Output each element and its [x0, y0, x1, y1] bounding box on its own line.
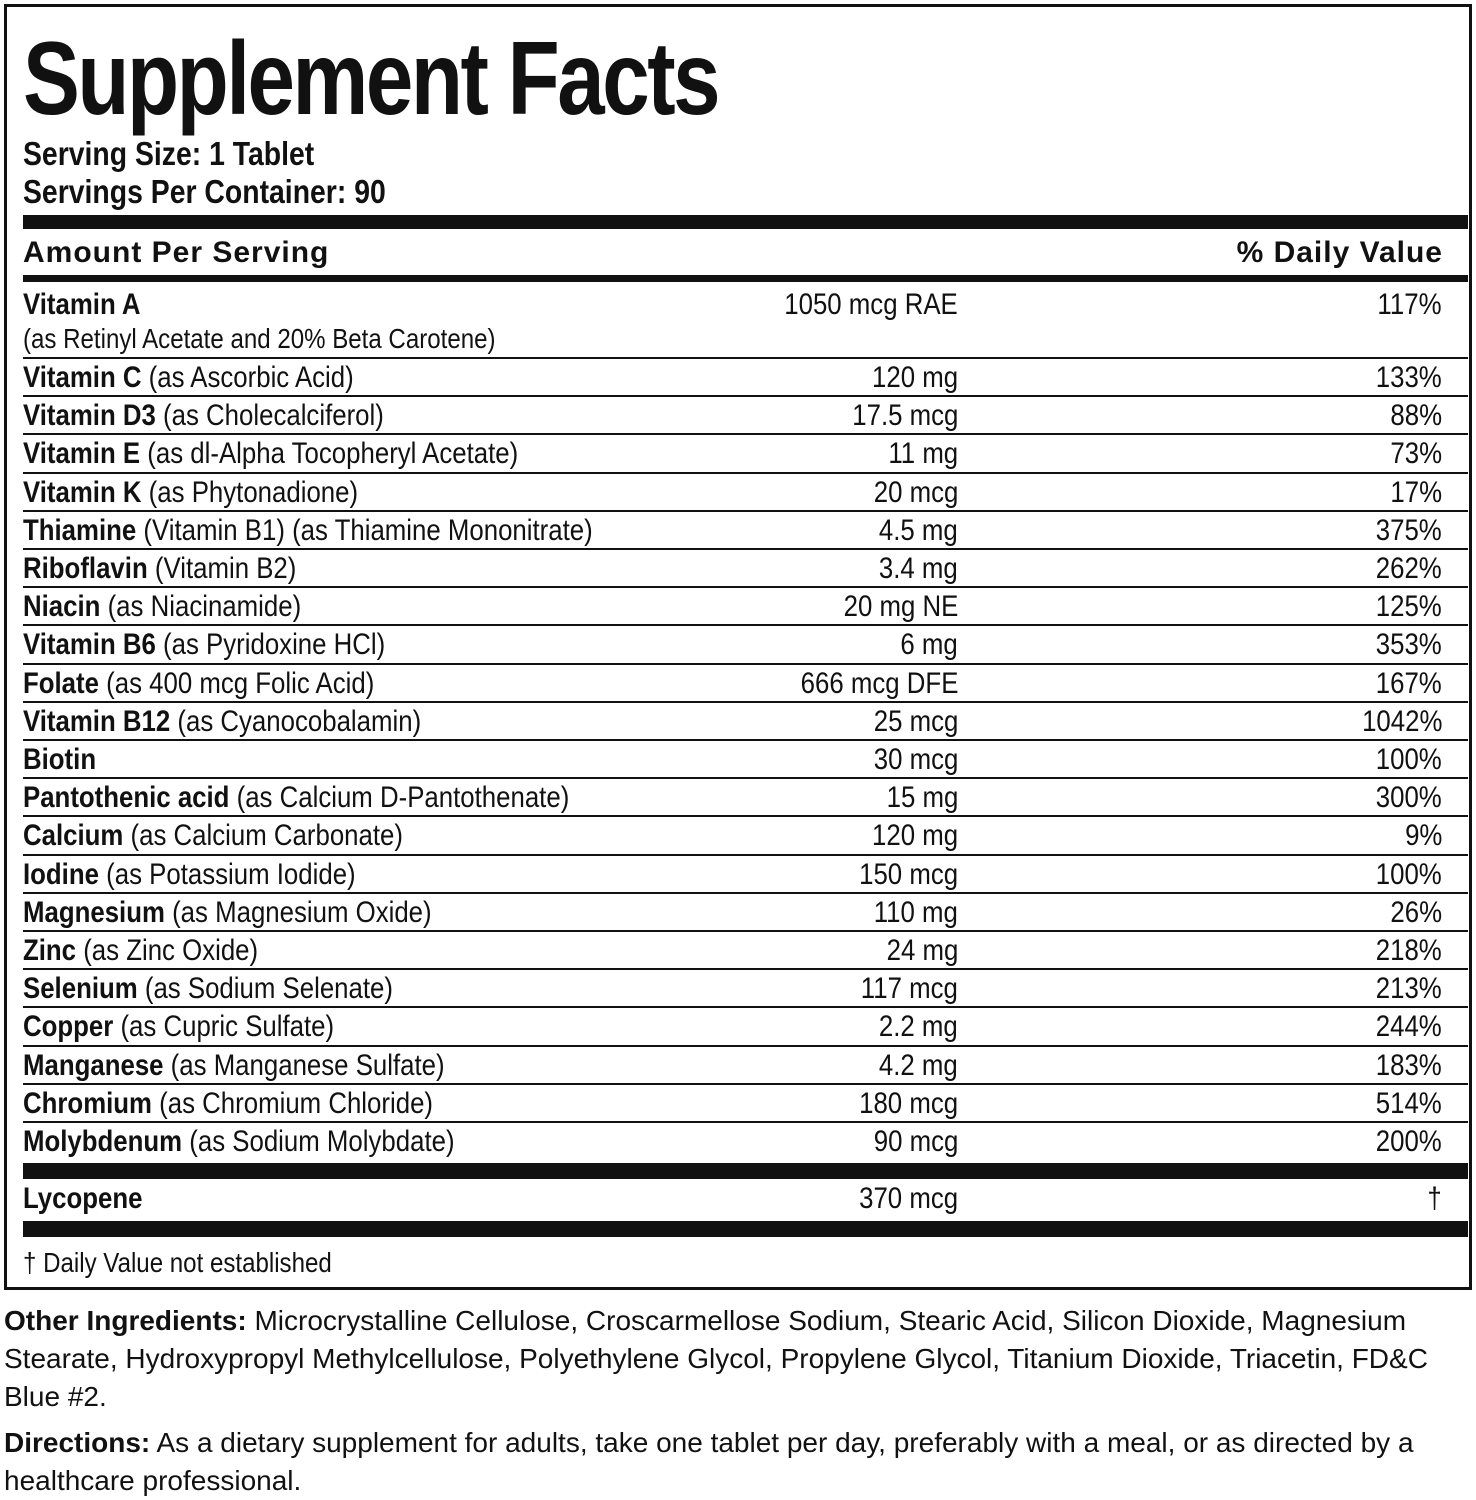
nutrient-label: Manganese	[23, 1048, 164, 1082]
nutrient-row	[23, 550, 1468, 588]
nutrient-name	[23, 1008, 334, 1046]
nutrient-row	[23, 397, 1468, 435]
nutrient-label: Molybdenum	[23, 1125, 183, 1158]
nutrient-label: Copper	[23, 1010, 114, 1044]
nutrient-source: (Vitamin B2)	[147, 552, 297, 585]
nutrient-name	[23, 779, 569, 817]
nutrient-amount: 150 mcg	[859, 857, 958, 891]
nutrient-amount: 4.2 mg	[879, 1048, 958, 1082]
nutrient-daily-value: 200%	[1376, 1125, 1442, 1158]
nutrient-amount: 370 mcg	[859, 1182, 958, 1215]
nutrient-daily-value: 117%	[1377, 288, 1442, 321]
nutrient-row-lycopene	[23, 1180, 1468, 1218]
nutrient-amount: 30 mcg	[873, 743, 958, 776]
directions-label: Directions:	[4, 1427, 151, 1458]
other-ingredients-label: Other Ingredients:	[4, 1305, 247, 1336]
nutrient-amount: 20 mcg	[873, 475, 958, 509]
nutrient-name: Vitamin A	[23, 288, 141, 321]
nutrient-source: (as Sodium Molybdate)	[182, 1125, 455, 1158]
serving-size: Serving Size: 1 Tablet	[23, 135, 315, 172]
nutrient-label: Vitamin D3	[23, 399, 156, 433]
nutrient-name	[23, 817, 403, 855]
nutrient-amount: 180 mcg	[859, 1086, 958, 1120]
nutrient-amount: 2.2 mg	[879, 1010, 958, 1044]
nutrient-name	[23, 970, 393, 1008]
nutrient-row	[23, 894, 1468, 932]
nutrient-name	[23, 741, 96, 779]
nutrient-amount: 17.5 mcg	[851, 399, 958, 433]
nutrient-label: Chromium	[23, 1086, 152, 1120]
nutrient-amount: 120 mg	[871, 819, 958, 853]
footnote: † Daily Value not established	[23, 1247, 332, 1278]
nutrient-amount: 11 mg	[888, 437, 958, 471]
nutrient-row	[23, 512, 1468, 550]
nutrient-daily-value: 213%	[1376, 972, 1442, 1006]
nutrient-daily-value: 218%	[1376, 934, 1442, 967]
nutrient-row	[23, 741, 1468, 779]
nutrient-label: Vitamin B12	[23, 704, 171, 738]
nutrient-source: (as Cupric Sulfate)	[113, 1010, 335, 1044]
nutrient-label: Magnesium	[23, 895, 165, 929]
nutrient-amount: 117 mcg	[860, 972, 958, 1006]
nutrient-daily-value: 9%	[1404, 819, 1442, 853]
nutrient-row	[23, 474, 1468, 512]
nutrient-daily-value: †	[1427, 1182, 1442, 1215]
nutrient-source: (as Cholecalciferol)	[155, 399, 384, 433]
nutrient-label: Vitamin B6	[23, 628, 156, 662]
nutrient-name	[23, 1085, 433, 1123]
nutrient-label: Vitamin C	[23, 361, 142, 394]
nutrient-daily-value: 26%	[1390, 895, 1442, 929]
nutrient-amount: 1050 mcg RAE	[784, 288, 958, 321]
nutrient-name	[23, 435, 518, 473]
nutrient-amount: 110 mg	[873, 895, 958, 929]
nutrient-daily-value: 100%	[1376, 743, 1442, 776]
nutrient-source: (as Pyridoxine HCl)	[155, 628, 386, 662]
nutrient-source: (as Cyanocobalamin)	[170, 704, 422, 738]
nutrient-amount: 15 mg	[886, 781, 958, 815]
nutrient-row	[23, 779, 1468, 817]
nutrient-amount: 24 mg	[886, 934, 958, 967]
nutrient-daily-value: 167%	[1376, 666, 1442, 700]
nutrient-row	[23, 856, 1468, 894]
nutrient-name	[23, 588, 301, 626]
nutrient-label: Vitamin E	[23, 437, 141, 471]
nutrient-name	[23, 894, 432, 932]
amount-per-serving-header: Amount Per Serving	[23, 236, 330, 269]
nutrient-label: Thiamine	[23, 513, 137, 547]
nutrient-label: Pantothenic acid	[23, 781, 230, 815]
nutrient-name	[23, 1123, 455, 1161]
thick-divider-top	[23, 215, 1468, 229]
daily-value-header: % Daily Value	[1236, 236, 1443, 269]
nutrient-label: Zinc	[23, 934, 77, 967]
nutrient-name	[23, 932, 258, 970]
other-ingredients-text: Microcrystalline Cellulose, Croscarmellose Sodium, Stearic Acid, Silicon Dioxide, Magnesium Stearate, Hydroxypropyl Methylcellulose, Polyethylene Glycol, Propylene Glycol, Titanium Dioxide, Triacetin, FD&C Blue #2.	[4, 1305, 1428, 1412]
nutrient-source: (Vitamin B1) (as Thiamine Mononitrate)	[136, 513, 593, 547]
nutrient-row	[23, 588, 1468, 626]
nutrient-name	[23, 703, 421, 741]
nutrient-label: Niacin	[23, 590, 101, 624]
nutrient-row	[23, 665, 1468, 703]
thick-divider-bottom	[23, 1221, 1468, 1237]
nutrient-source: (as Calcium D-Pantothenate)	[229, 781, 570, 815]
other-ingredients	[4, 1302, 1470, 1416]
nutrient-name	[23, 550, 296, 588]
nutrient-name	[23, 512, 593, 550]
directions	[4, 1424, 1470, 1500]
nutrient-daily-value: 183%	[1376, 1048, 1442, 1082]
nutrient-label: Selenium	[23, 972, 138, 1006]
nutrient-source: (as Ascorbic Acid)	[141, 361, 354, 394]
nutrient-name	[23, 856, 356, 894]
nutrient-source: (as Calcium Carbonate)	[123, 819, 403, 853]
nutrient-daily-value: 133%	[1376, 361, 1442, 394]
nutrient-row	[23, 932, 1468, 970]
nutrient-label: Iodine	[23, 857, 99, 891]
vitamin-a-source: (as Retinyl Acetate and 20% Beta Carotene)	[23, 323, 496, 354]
nutrient-daily-value: 514%	[1376, 1086, 1442, 1120]
nutrient-daily-value: 73%	[1390, 437, 1442, 471]
nutrient-amount: 4.5 mg	[879, 513, 958, 547]
nutrient-source: (as Zinc Oxide)	[76, 934, 259, 967]
nutrient-amount: 25 mcg	[873, 704, 958, 738]
nutrient-name	[23, 665, 374, 703]
nutrient-row	[23, 703, 1468, 741]
nutrient-daily-value: 300%	[1376, 781, 1442, 815]
supplement-facts-panel	[4, 4, 1472, 1290]
thick-divider-lycopene	[23, 1163, 1468, 1179]
nutrient-source: (as Sodium Selenate)	[137, 972, 393, 1006]
nutrient-amount: 3.4 mg	[879, 552, 958, 585]
nutrient-daily-value: 1042%	[1361, 704, 1442, 738]
nutrient-daily-value: 244%	[1376, 1010, 1442, 1044]
nutrient-daily-value: 353%	[1376, 628, 1442, 662]
nutrient-row	[23, 1008, 1468, 1046]
nutrient-source: (as Manganese Sulfate)	[163, 1048, 445, 1082]
nutrient-daily-value: 375%	[1376, 513, 1442, 547]
directions-text: As a dietary supplement for adults, take one tablet per day, preferably with a meal, or as directed by a healthcare professional.	[4, 1427, 1414, 1496]
medium-divider	[23, 275, 1468, 282]
nutrient-name	[23, 397, 384, 435]
panel-title: Supplement Facts	[23, 21, 719, 137]
nutrient-name	[23, 626, 385, 664]
nutrient-amount: 6 mg	[900, 628, 958, 662]
nutrient-daily-value: 125%	[1376, 590, 1442, 624]
nutrient-source: (as Magnesium Oxide)	[164, 895, 432, 929]
nutrient-amount: 90 mcg	[873, 1125, 958, 1158]
nutrient-daily-value: 100%	[1376, 857, 1442, 891]
nutrient-amount: 120 mg	[871, 361, 958, 394]
nutrient-row-vitamin-a	[23, 286, 1468, 324]
nutrient-row	[23, 1047, 1468, 1085]
nutrient-label: Biotin	[23, 743, 97, 776]
nutrient-name	[23, 474, 358, 512]
nutrient-source: (as Phytonadione)	[141, 475, 359, 509]
nutrient-row	[23, 435, 1468, 473]
nutrient-label: Vitamin K	[23, 475, 142, 509]
nutrient-label: Folate	[23, 666, 99, 700]
nutrient-row	[23, 1123, 1468, 1161]
nutrient-row	[23, 817, 1468, 855]
nutrient-source: (as dl-Alpha Tocopheryl Acetate)	[140, 437, 519, 471]
nutrient-label: Calcium	[23, 819, 124, 853]
nutrient-name: Lycopene	[23, 1182, 143, 1215]
nutrient-source: (as 400 mcg Folic Acid)	[98, 666, 375, 700]
nutrient-row	[23, 626, 1468, 664]
nutrient-row	[23, 359, 1468, 397]
nutrient-label: Riboflavin	[23, 552, 148, 585]
nutrient-daily-value: 88%	[1390, 399, 1442, 433]
nutrient-row	[23, 970, 1468, 1008]
nutrient-daily-value: 262%	[1376, 552, 1442, 585]
nutrient-amount: 666 mcg DFE	[800, 666, 958, 700]
nutrient-name	[23, 1047, 445, 1085]
nutrient-daily-value: 17%	[1390, 475, 1442, 509]
servings-per-container: Servings Per Container: 90	[23, 173, 386, 210]
nutrient-row	[23, 1085, 1468, 1123]
nutrient-source: (as Potassium Iodide)	[98, 857, 356, 891]
nutrient-name	[23, 359, 354, 397]
nutrient-amount: 20 mg NE	[843, 590, 958, 624]
nutrient-source: (as Niacinamide)	[100, 590, 302, 624]
nutrient-source: (as Chromium Chloride)	[152, 1086, 434, 1120]
